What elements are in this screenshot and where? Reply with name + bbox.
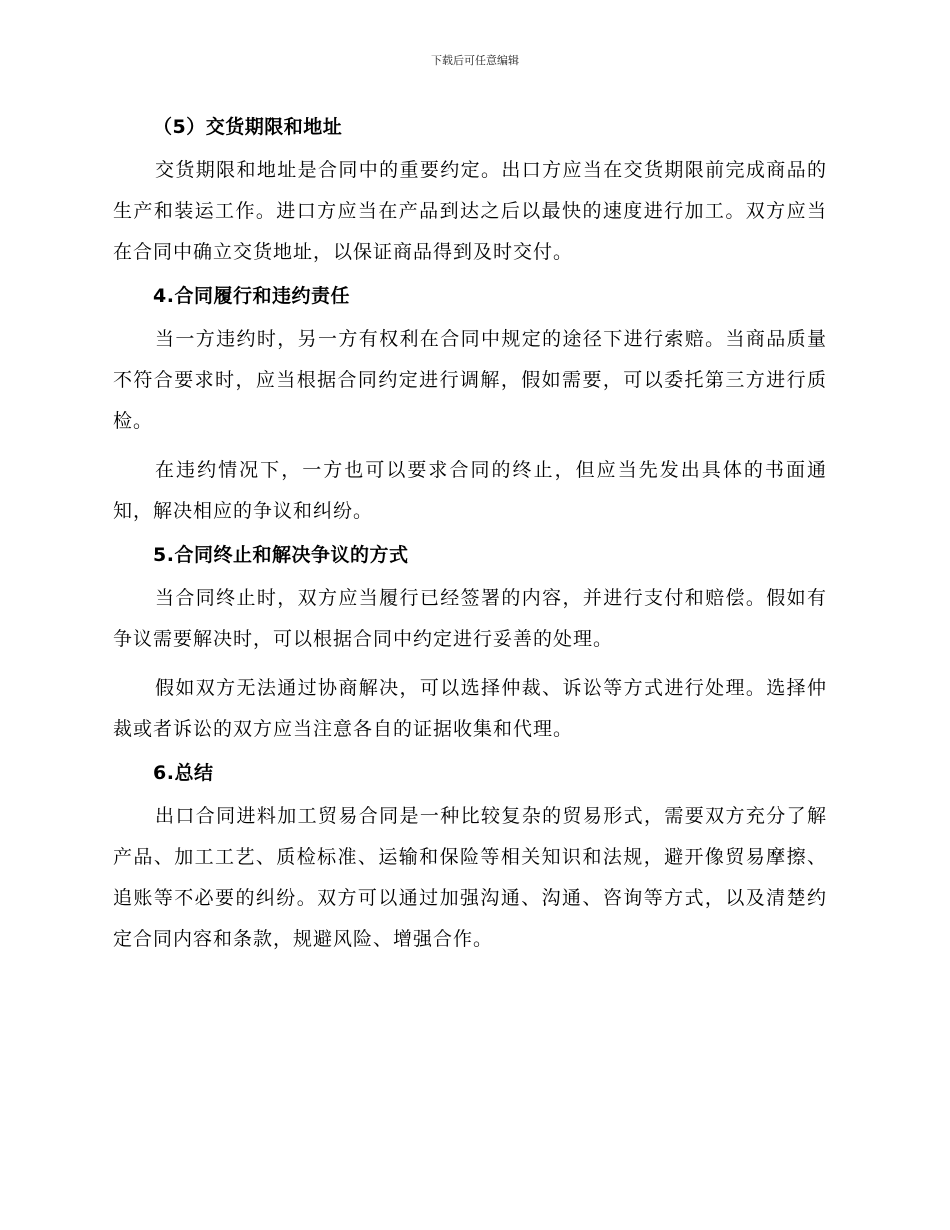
paragraph-delivery-1: 交货期限和地址是合同中的重要约定。出口方应当在交货期限前完成商品的生产和装运工作。进口方应当在产品到达之后以最快的速度进行加工。双方应当在合同中确立交货地址，以保证商品得到及时交付。 bbox=[113, 159, 827, 263]
paragraph-performance-2: 在违约情况下，一方也可以要求合同的终止，但应当先发出具体的书面通知，解决相应的争议和纠纷。 bbox=[113, 459, 827, 522]
paragraph-termination-1: 当合同终止时，双方应当履行已经签署的内容，并进行支付和赔偿。假如有争议需要解决时，可以根据合同中约定进行妥善的处理。 bbox=[113, 587, 827, 650]
section-heading-performance: 4.合同履行和违约责任 bbox=[153, 285, 350, 307]
section-heading-summary: 6.总结 bbox=[153, 762, 214, 784]
section-heading-delivery: （5）交货期限和地址 bbox=[153, 116, 343, 138]
section-heading-termination: 5.合同终止和解决争议的方式 bbox=[153, 544, 409, 566]
document-body bbox=[113, 112, 827, 960]
paragraph-performance-1: 当一方违约时，另一方有权利在合同中规定的途径下进行索赔。当商品质量不符合要求时，应当根据合同约定进行调解，假如需要，可以委托第三方进行质检。 bbox=[113, 328, 827, 432]
paragraph-summary-1: 出口合同进料加工贸易合同是一种比较复杂的贸易形式，需要双方充分了解产品、加工工艺、质检标准、运输和保险等相关知识和法规，避开像贸易摩擦、追账等不必要的纠纷。双方可以通过加强沟通、沟通、咨询等方式，以及清楚约定合同内容和条款，规避风险、增强合作。 bbox=[113, 805, 827, 950]
paragraph-termination-2: 假如双方无法通过协商解决，可以选择仲裁、诉讼等方式进行处理。选择仲裁或者诉讼的双方应当注意各自的证据收集和代理。 bbox=[113, 677, 827, 740]
page-header: 下载后可任意编辑 bbox=[431, 54, 519, 67]
